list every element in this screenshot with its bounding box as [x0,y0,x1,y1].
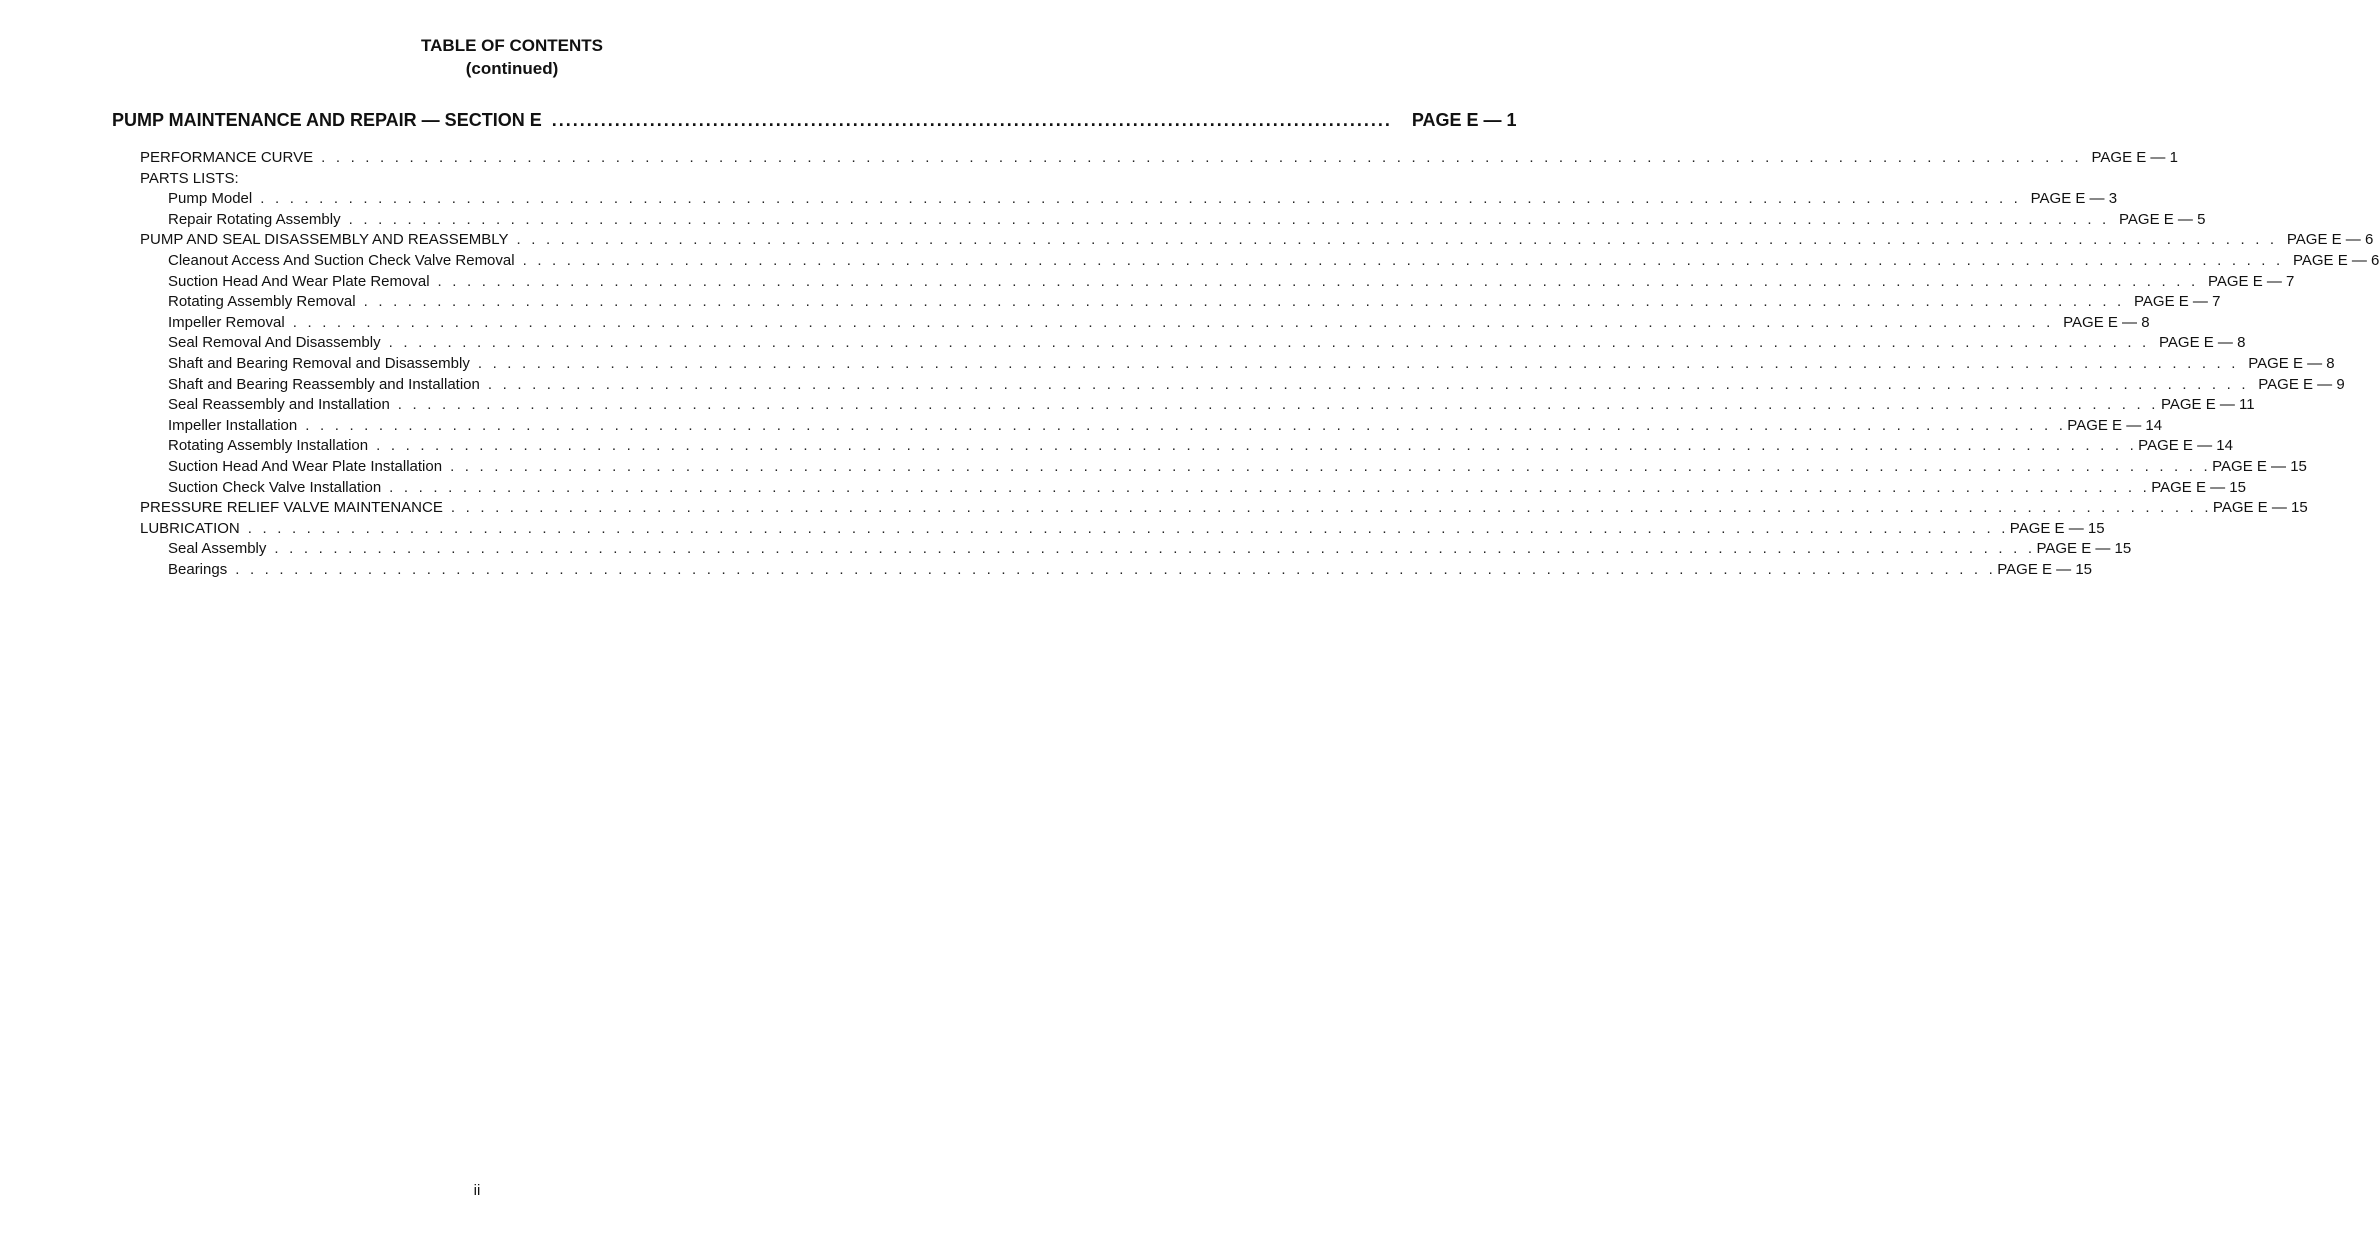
toc-entry-label: Suction Head And Wear Plate Installation [168,457,443,475]
toc-entry-label: Seal Assembly [168,540,267,558]
toc-entry-label: Suction Check Valve Installation [168,478,382,496]
toc-entry[interactable] [140,230,2374,251]
page-title: TABLE OF CONTENTS [421,36,603,55]
toc-entry-page: PAGE E — 8 [2248,354,2335,372]
toc-entry-page: PAGE E — 7 [2134,293,2221,311]
toc-entry[interactable] [140,436,2233,457]
toc-entry[interactable] [140,478,2246,499]
toc-entry-label: Repair Rotating Assembly [168,210,341,228]
toc-entry-label: Shaft and Bearing Removal and Disassembly [168,354,470,372]
dot-leader: . . . . . . . . . . . . . . . . . . . . . . . . . . . . . . . . . . . . . . . . . . . . . . . . . . . . . . . . . . . . . . . . . . . . . . . . . . . . . . . . . . . . . . . . . . . . . . . . . . . . . . . . . . . . . . . . . . . . . . . . [348,210,2110,228]
toc-entry[interactable] [140,292,2221,313]
toc-entry-page: PAGE E — 15 [2009,519,2105,537]
dot-leader: . . . . . . . . . . . . . . . . . . . . . . . . . . . . . . . . . . . . . . . . . . . . . . . . . . . . . . . . . . . . . . . . . . . . . . . . . . . . . . . . . . . . . . . . . . . . . . . . . . . . . . . . . . . . . . . . . . . . . . . . [487,375,2249,393]
dot-leader: . . . . . . . . . . . . . . . . . . . . . . . . . . . . . . . . . . . . . . . . . . . . . . . . . . . . . . . . . . . . . . . . . . . . . . . . . . . . . . . . . . . . . . . . . . . . . . . . . . . . . . . . . . . . . . . . . . . . . . . . [363,293,2125,311]
dot-leader: . . . . . . . . . . . . . . . . . . . . . . . . . . . . . . . . . . . . . . . . . . . . . . . . . . . . . . . . . . . . . . . . . . . . . . . . . . . . . . . . . . . . . . . . . . . . . . . . . . . . . . . . . . . . . . . . . . . . . . . . [397,396,2159,414]
toc-entry[interactable] [140,272,2295,293]
toc-entry-label: PRESSURE RELIEF VALVE MAINTENANCE [140,499,443,517]
toc-entry-page: PAGE E — 3 [2030,190,2118,208]
toc-entry-label: Shaft and Bearing Reassembly and Installation [168,375,480,393]
toc-entry[interactable] [140,498,2308,519]
toc-entry[interactable] [140,560,2093,581]
toc-entry-label: PERFORMANCE CURVE [140,149,314,166]
toc-entry[interactable] [140,189,2118,210]
toc-entry-label: Rotating Assembly Removal [168,293,356,311]
toc-entry-label: Rotating Assembly Installation [168,437,369,455]
toc-entry-label: Seal Reassembly and Installation [168,396,390,414]
toc-entry-page: PAGE E — 8 [2159,334,2246,352]
toc-entry[interactable] [140,210,2206,231]
dot-leader: . . . . . . . . . . . . . . . . . . . . . . . . . . . . . . . . . . . . . . . . . . . . . . . . . . . . . . . . . . . . . . . . . . . . . . . . . . . . . . . . . . . . . . . . . . . . . . . . . . . . . . . . . . . . . . . . . . . . . . . . [292,313,2054,331]
dot-leader: . . . . . . . . . . . . . . . . . . . . . . . . . . . . . . . . . . . . . . . . . . . . . . . . . . . . . . . . . . . . . . . . . . . . . . . . . . . . . . . . . . . . . . . . . . . . . . . . . . . . . . . . . . . . . . . . . . . . . . . . [235,560,1997,578]
section-heading-label: PUMP MAINTENANCE AND REPAIR — SECTION E [112,110,542,130]
dot-leader: . . . . . . . . . . . . . . . . . . . . . . . . . . . . . . . . . . . . . . . . . . . . . . . . . . . . . . . . . . . . . . . . . . . . . . . . . . . . . . . . . . . . . . . . . . . . . . . . . . . . . . . . . . . . . . . . . . . . . . . . [376,437,2137,455]
toc-entry-label: Pump Model [168,190,253,208]
toc-entry[interactable] [140,169,842,190]
dot-leader: ........................................................................................................................ [551,110,1392,130]
toc-entry-page: PAGE E — 6 [2292,251,2379,269]
dot-leader: . . . . . . . . . . . . . . . . . . . . . . . . . . . . . . . . . . . . . . . . . . . . . . . . . . . . . . . . . . . . . . . . . . . . . . . . . . . . . . . . . . . . . . . . . . . . . . . . . . . . . . . . . . . . . . . . . . . . . . . . [477,354,2239,372]
toc-entry[interactable] [140,457,2307,478]
toc-entry-label: Impeller Installation [168,416,298,434]
dot-leader: . . . . . . . . . . . . . . . . . . . . . . . . . . . . . . . . . . . . . . . . . . . . . . . . . . . . . . . . . . . . . . . . . . . . . . . . . . . . . . . . . . . . . . . . . . . . . . . . . . . . . . . . . . . . . . . . . . . . . . . . [388,334,2150,352]
toc-entry-page: PAGE E — 6 [2286,231,2374,249]
toc-entry-label: Bearings [168,560,228,578]
dot-leader: . . . . . . . . . . . . . . . . . . . . . . . . . . . . . . . . . . . . . . . . . . . . . . . . . . . . . . . . . . . . . . . . . . . . . . . . . . . . . . . . . . . . . . . . . . . . . . . . . . . . . . . . . . . . . . . . . . . . . . . . [516,231,2278,249]
dot-leader: . . . . . . . . . . . . . . . . . . . . . . . . . . . . . . . . . . . . . . . . . . . . . . . . . . . . . . . . . . . . . . . . . . . . . . . . . . . . . . . . . . . . . . . . . . . . . . . . . . . . . . . . . . . . . . . . . . . . . . . . [260,190,2022,208]
toc-entry-label: LUBRICATION [140,519,240,537]
toc-entry-label: Suction Head And Wear Plate Removal [168,272,430,290]
toc-entry-page: PAGE E — 9 [2258,375,2345,393]
toc-entry-page: PAGE E — 11 [2160,396,2255,414]
dot-leader: . . . . . . . . . . . . . . . . . . . . . . . . . . . . . . . . . . . . . . . . . . . . . . . . . . . . . . . . . . . . . . . . . . . . . . . . . . . . . . . . . . . . . . . . . . . . . . . . . . . . . . . . . . . . . . . . . . . . . . . . [450,499,2212,517]
toc-list [140,148,2379,580]
toc-entry-page: PAGE E — 7 [2207,272,2295,290]
toc-entry[interactable] [140,313,2150,334]
toc-entry-page: PAGE E — 5 [2119,210,2206,228]
toc-entry-page: PAGE E — 15 [2212,457,2307,475]
toc-entry-page: PAGE E — 15 [1997,560,2093,578]
toc-entry-label: Cleanout Access And Suction Check Valve Removal [168,251,515,269]
toc-entry-label: Seal Removal And Disassembly [168,334,381,352]
toc-entry-page: PAGE E — 8 [2063,313,2150,331]
toc-entry-page: PAGE E — 15 [2151,478,2246,496]
toc-entry[interactable] [140,354,2335,375]
page-number: ii [473,1182,481,1199]
toc-entry[interactable] [140,375,2345,396]
toc-entry-label: PUMP AND SEAL DISASSEMBLY AND REASSEMBLY [140,231,509,249]
toc-entry[interactable] [140,148,2178,169]
toc-entry[interactable] [140,333,2246,354]
toc-entry[interactable] [140,416,2163,437]
toc-entry-page: PAGE E — 15 [2212,499,2308,517]
toc-entry-page: PAGE E — 1 [2091,149,2178,166]
section-heading-row[interactable] [112,108,1517,132]
dot-leader: . . . . . . . . . . . . . . . . . . . . . . . . . . . . . . . . . . . . . . . . . . . . . . . . . . . . . . . . . . . . . . . . . . . . . . . . . . . . . . . . . . . . . . . . . . . . . . . . . . . . . . . . . . . . . . . . . . . . . . . . [274,540,2036,558]
dot-leader: . . . . . . . . . . . . . . . . . . . . . . . . . . . . . . . . . . . . . . . . . . . . . . . . . . . . . . . . . . . . . . . . . . . . . . . . . . . . . . . . . . . . . . . . . . . . . . . . . . . . . . . . . . . . . . . . . . . . . . . . [321,149,2082,166]
toc-entry[interactable] [140,539,2132,560]
toc-entry[interactable] [140,251,2379,272]
dot-leader: . . . . . . . . . . . . . . . . . . . . . . . . . . . . . . . . . . . . . . . . . . . . . . . . . . . . . . . . . . . . . . . . . . . . . . . . . . . . . . . . . . . . . . . . . . . . . . . . . . . . . . . . . . . . . . . . . . . . . . . . [305,416,2067,434]
dot-leader: . . . . . . . . . . . . . . . . . . . . . . . . . . . . . . . . . . . . . . . . . . . . . . . . . . . . . . . . . . . . . . . . . . . . . . . . . . . . . . . . . . . . . . . . . . . . . . . . . . . . . . . . . . . . . . . . . . . . . . . . [522,251,2284,269]
toc-entry-page: PAGE E — 14 [2067,416,2163,434]
toc-entry-label: PARTS LISTS: [140,169,239,187]
dot-leader: . . . . . . . . . . . . . . . . . . . . . . . . . . . . . . . . . . . . . . . . . . . . . . . . . . . . . . . . . . . . . . . . . . . . . . . . . . . . . . . . . . . . . . . . . . . . . . . . . . . . . . . . . . . . . . . . . . . . . . . . [450,457,2211,475]
dot-leader: . . . . . . . . . . . . . . . . . . . . . . . . . . . . . . . . . . . . . . . . . . . . . . . . . . . . . . . . . . . . . . . . . . . . . . . . . . . . . . . . . . . . . . . . . . . . . . . . . . . . . . . . . . . . . . . . . . . . . . . . [247,519,2009,537]
dot-leader: . . . . . . . . . . . . . . . . . . . . . . . . . . . . . . . . . . . . . . . . . . . . . . . . . . . . . . . . . . . . . . . . . . . . . . . . . . . . . . . . . . . . . . . . . . . . . . . . . . . . . . . . . . . . . . . . . . . . . . . . [389,478,2150,496]
toc-entry-page: PAGE E — 15 [2036,540,2132,558]
dot-leader: . . . . . . . . . . . . . . . . . . . . . . . . . . . . . . . . . . . . . . . . . . . . . . . . . . . . . . . . . . . . . . . . . . . . . . . . . . . . . . . . . . . . . . . . . . . . . . . . . . . . . . . . . . . . . . . . . . . . . . . . [437,272,2199,290]
section-heading-page: PAGE E — 1 [1411,110,1517,130]
page-subtitle: (continued) [465,59,559,78]
toc-entry-page: PAGE E — 14 [2138,437,2233,455]
toc-entry[interactable] [140,395,2255,416]
toc-entry-label: Impeller Removal [168,313,285,331]
toc-entry[interactable] [140,519,2105,540]
